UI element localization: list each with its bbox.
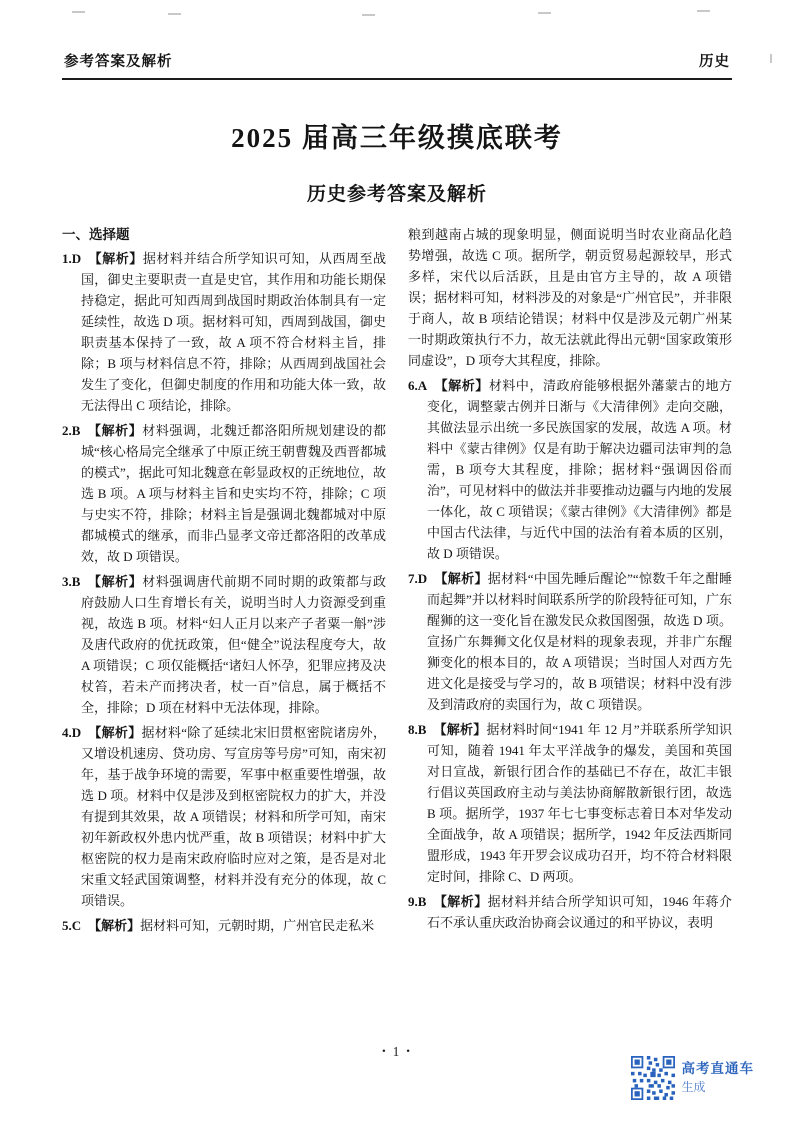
- header-right-label: 历史: [699, 54, 730, 70]
- answer-item: [408, 568, 732, 715]
- section-heading: 一、选择题: [62, 227, 130, 242]
- answer-number: 3.B: [62, 574, 81, 589]
- analysis-tag: 【解析】: [433, 722, 487, 737]
- qr-label: 高考直通车: [681, 1061, 754, 1077]
- analysis-tag: 【解析】: [434, 378, 489, 393]
- analysis-tag: 【解析】: [87, 423, 143, 438]
- analysis-tag: 【解析】: [433, 894, 488, 909]
- page-number: ・1・: [377, 1044, 417, 1059]
- continuation-text: 粮到越南占城的现象明显，侧面说明当时农业商品化趋势增强，故选 C 项。据所学，朝贡贸易起源较早，形式多样，宋代以后活跃，且是由官方主导的，故 A 项错误；据材料可知，材料涉及的对象是“广州官民”，并非限于商人，故 B 项结论错误；材料中仅是涉及元朝广州某一时期政策执行不力，故无法就此得出元朝“国家政策形同虚设”，D 项夸大其程度，排除。: [408, 227, 732, 368]
- right-column: [408, 224, 732, 940]
- answer-number: 8.B: [408, 722, 427, 737]
- exam-subtitle: 历史参考答案及解析: [306, 184, 487, 205]
- analysis-text: 材料强调唐代前期不同时期的政策都与政府鼓励人口生育增长有关，说明当时人力资源受到重视，故选 B 项。材料“妇人正月以来产子者粟一斛”涉及唐代政府的优抚政策，但“健全”说法程度夸大，故 A 项错误；C 项仅能概括“诸妇人怀孕，犯罪应拷及决杖笞，若未产而拷决者，杖一百”信息，属于概括不全，排除；D 项在材料中无法体现，排除。: [81, 574, 386, 715]
- answer-number: 7.D: [408, 571, 428, 586]
- page-header: [62, 0, 732, 80]
- answer-item: [62, 571, 386, 718]
- exam-title: 2025 届高三年级摸底联考: [231, 123, 563, 153]
- qr-code-icon: [631, 1056, 675, 1100]
- answer-item: [408, 719, 732, 887]
- answer-item: [62, 915, 386, 936]
- answer-number: 2.B: [62, 423, 81, 438]
- analysis-tag: 【解析】: [88, 251, 143, 266]
- analysis-tag: 【解析】: [87, 574, 143, 589]
- answer-number: 9.B: [408, 894, 427, 909]
- left-column: [62, 224, 386, 940]
- analysis-tag: 【解析】: [88, 918, 141, 933]
- answer-number: 4.D: [62, 725, 82, 740]
- analysis-text: 据材料“除了延续北宋旧贯枢密院诸房外，又增设机速房、贷功房、写宣房等号房”可知，南宋初年，基于战争环境的需要，军事中枢重要性增强，故选 D 项。材料中仅是涉及到枢密院权力的扩大，并没有提到其效果，故 A 项错误；材料和所学可知，南宋初年新政权外患内忧严重，故 B 项错误；材料中扩大枢密院的权力是南宋政府临时应对之策，是否是对北宋重文轻武国策调整，材料并没有充分的体现，故 C 项错误。: [81, 725, 386, 908]
- answer-number: 1.D: [62, 251, 82, 266]
- analysis-tag: 【解析】: [88, 725, 142, 740]
- answer-item: [408, 375, 732, 564]
- two-column-body: [62, 224, 732, 940]
- answer-item: [62, 722, 386, 911]
- print-mark: [770, 54, 772, 63]
- analysis-text: 据材料并结合所学知识可知，1946 年蒋介石不承认重庆政治协商会议通过的和平协议，表明: [427, 894, 732, 930]
- analysis-tag: 【解析】: [434, 571, 488, 586]
- analysis-text: 材料强调，北魏迁都洛阳所规划建设的都城“核心格局完全继承了中原正统王朝曹魏及西晋都城的模式”，据此可知北魏意在彰显政权的正统地位，故选 B 项。A 项与材料主旨和史实均不符，排除；C 项与史实不符，排除；材料主旨是强调北魏都城对中原都城模式的继承，而非凸显孝文帝迁都洛阳的改革成效，故 D 项错误。: [81, 423, 386, 564]
- answer-number: 5.C: [62, 918, 82, 933]
- answer-item: [408, 891, 732, 933]
- header-left-label: 参考答案及解析: [64, 54, 173, 70]
- answer-number: 6.A: [408, 378, 428, 393]
- analysis-text: 据材料时间“1941 年 12 月”并联系所学知识可知，随着 1941 年太平洋战争的爆发，美国和英国对日宣战，新银行团合作的基础已不存在，故汇丰银行倡议英国政府主动与美法协商解散新银行团，故选 B 项。据所学，1937 年七七事变标志着日本对华发动全面战争，故 A 项错误；据所学，1942 年反法西斯同盟形成，1943 年开罗会议成功召开，均不符合材料限定时间，排除 C、D 两项。: [427, 722, 732, 884]
- analysis-text: 据材料可知，元朝时期，广州官民走私米: [140, 918, 375, 933]
- qr-block: [631, 1056, 755, 1100]
- analysis-text: 据材料“中国先睡后醒论”“惊数千年之酣睡而起舞”并以材料时间联系所学的阶段特征可知，广东醒狮的这一变化旨在激发民众救国图强，故选 D 项。宣扬广东舞狮文化仅是材料的现象表现，并非广东醒狮变化的根本目的，故 A 项错误；当时国人对西方先进文化是接受与学习的，故 B 项错误；材料中没有涉及到清政府的卖国行为，故 C 项错误。: [427, 571, 732, 712]
- analysis-text: 材料中，清政府能够根据外藩蒙古的地方变化，调整蒙古例并日渐与《大清律例》走向交融，其做法显示出统一多民族国家的发展，故选 A 项。材料中《蒙古律例》仅是有助于解决边疆司法审判的急需，B 项夸大其程度，排除；据材料“强调因俗而治”，可见材料中的做法并非要推动边疆与内地的发展一体化，故 C 项错误；《蒙古律例》《大清律例》都是中国古代法律，与近代中国的法治有着本质的区别，故 D 项错误。: [427, 378, 732, 561]
- analysis-text: 据材料并结合所学知识可知，从西周至战国，御史主要职责一直是史官，其作用和功能长期保持稳定，据此可知西周到战国时期政治体制具有一定延续性，故选 D 项。据材料可知，西周到战国，御史职责基本保持了一致，故 A 项不符合材料主旨，排除；B 项与材料信息不符，排除；从西周到战国社会发生了变化，但御史制度的作用和功能大体一致，故无法得出 C 项结论，排除。: [81, 251, 386, 413]
- answer-item: [62, 248, 386, 416]
- qr-sublabel: 生成: [681, 1079, 706, 1094]
- answer-item: [62, 420, 386, 567]
